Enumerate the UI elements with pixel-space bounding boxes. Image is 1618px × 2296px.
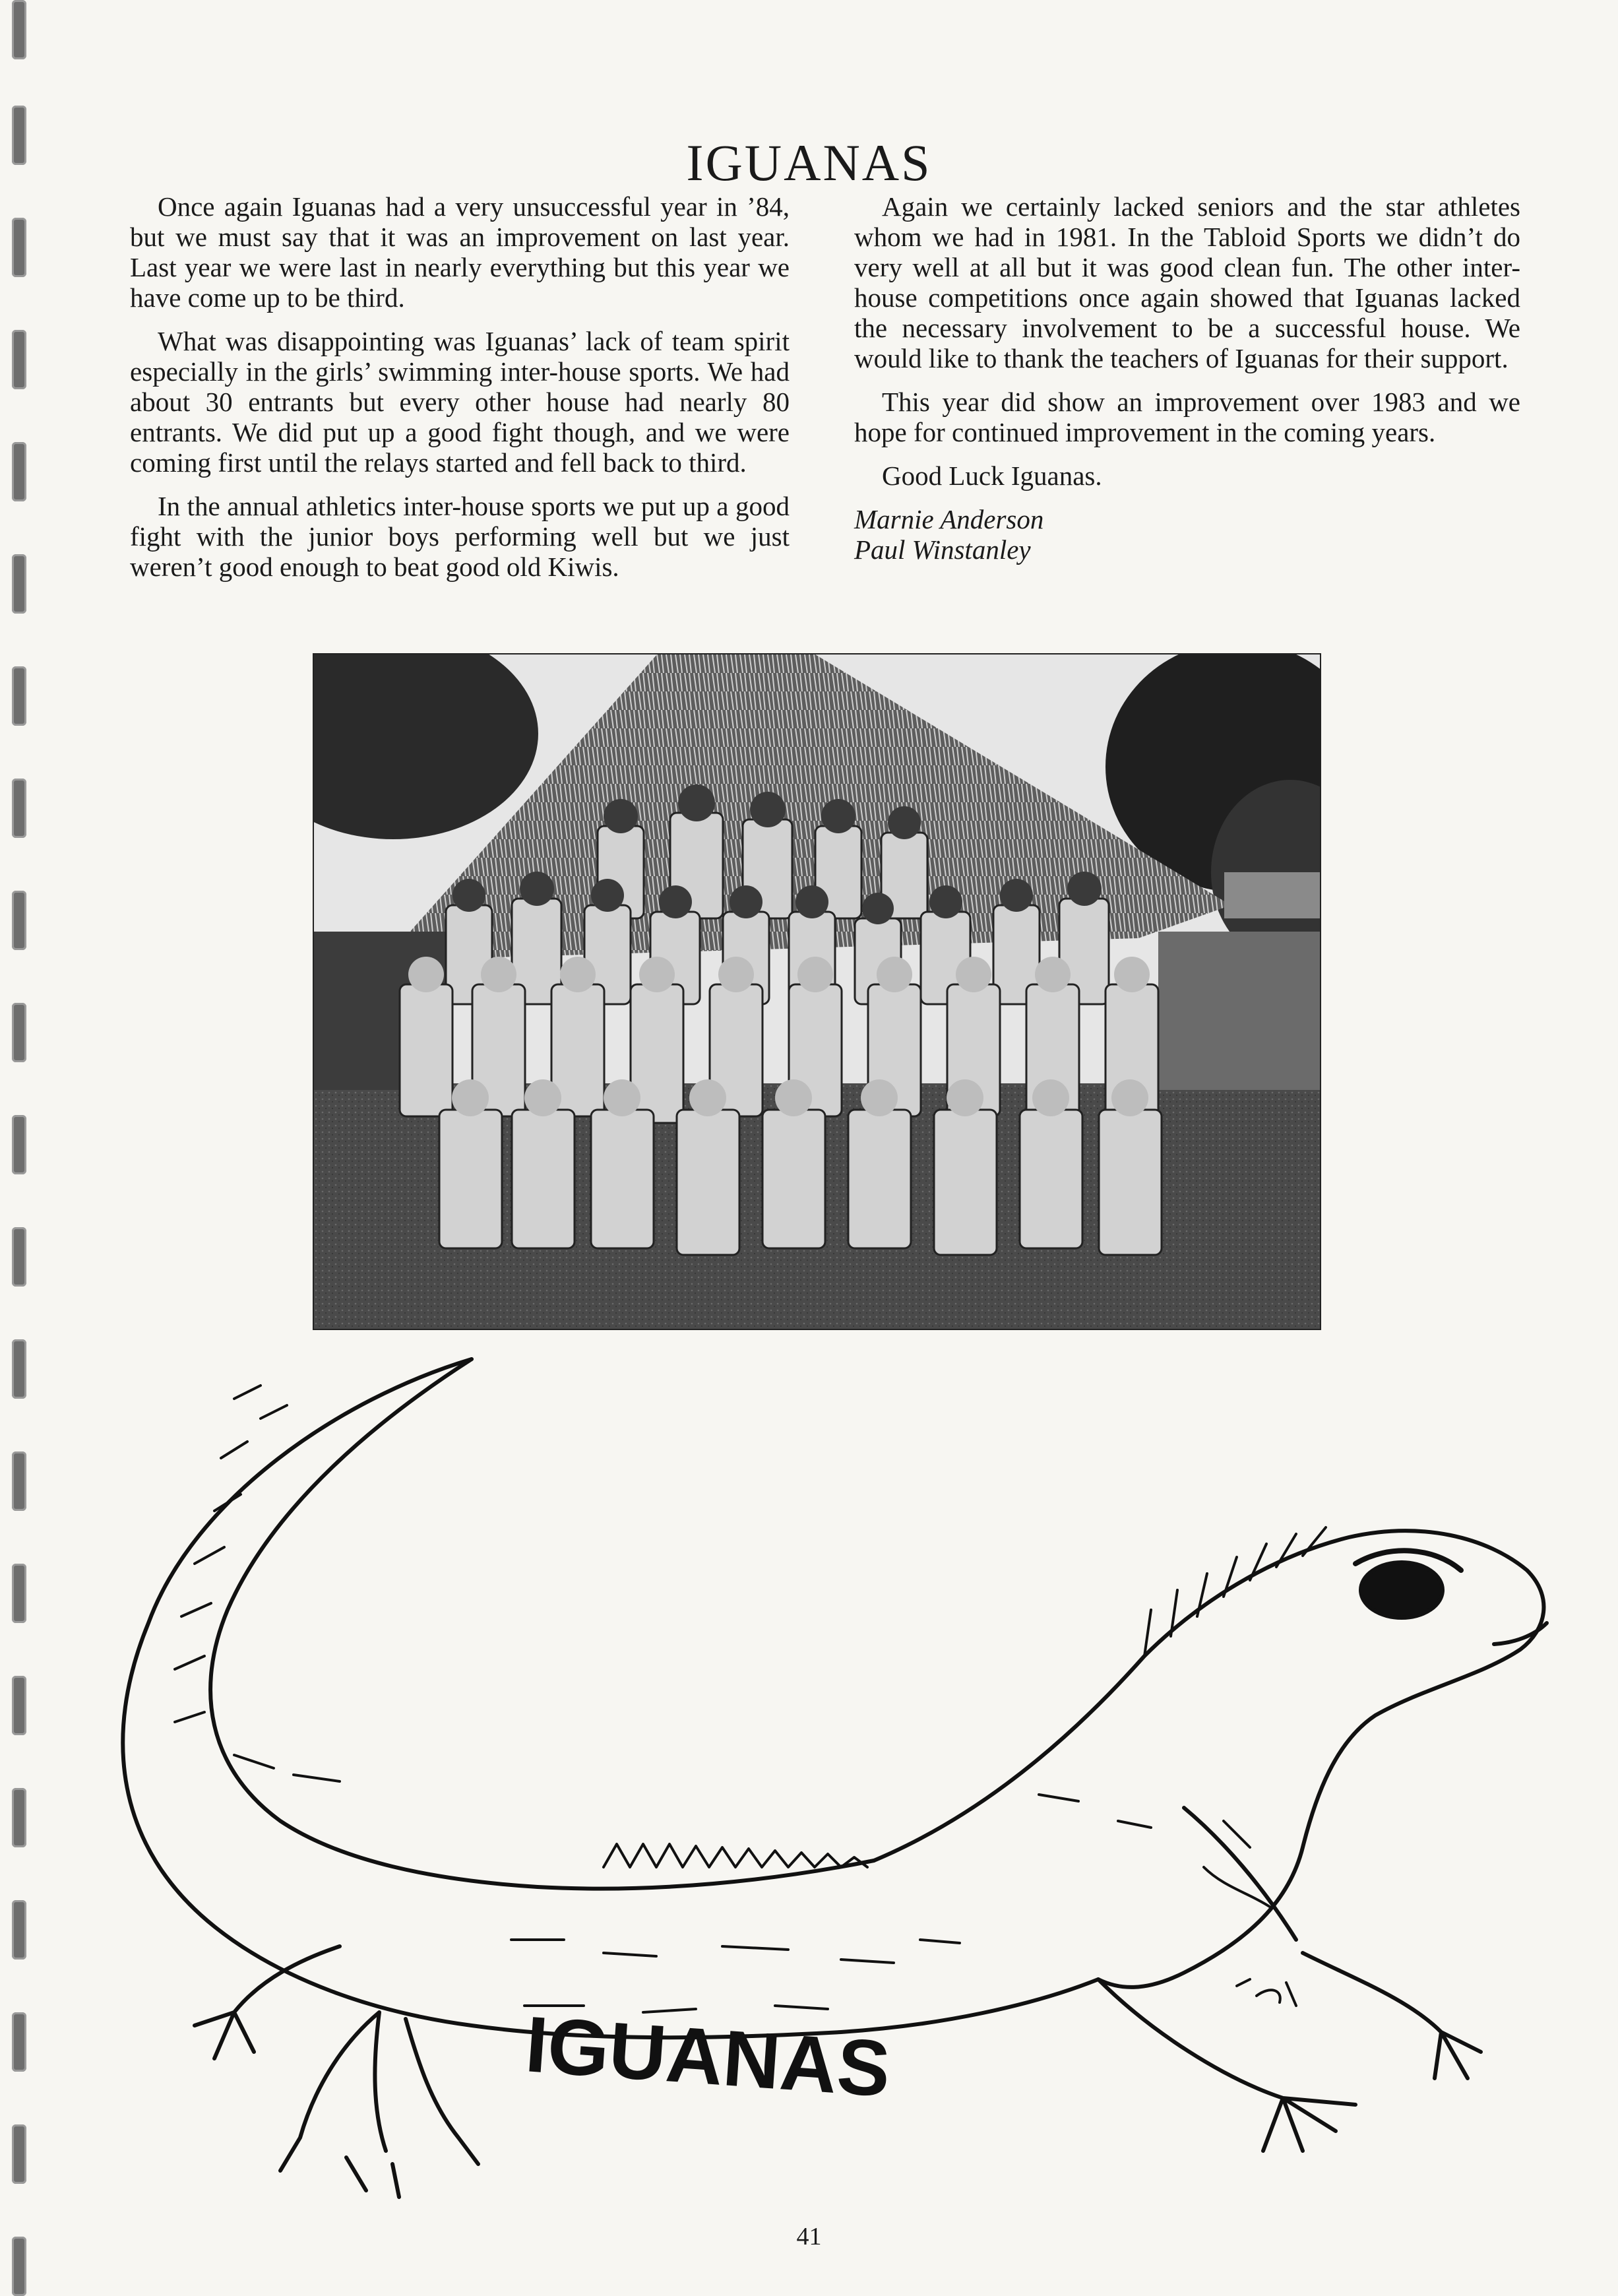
paragraph: This year did show an improvement over 1983 and we hope for continued improvement in the coming years.: [854, 387, 1520, 447]
binding-hole: [12, 2012, 26, 2072]
binding-hole: [12, 1564, 26, 1623]
author-signatures: [854, 504, 1520, 565]
paragraph: Again we certainly lacked seniors and the star athletes whom we had in 1981. In the Tabloid Sports we didn’t do very well at all but it was good clean fun. The other inter-house competitions once again showed that Iguanas lacked the necessary involvement to be a successful house. We would like to thank the teachers of Iguanas for their support.: [854, 191, 1520, 373]
group-photo: [313, 653, 1321, 1330]
binding-hole: [12, 1339, 26, 1399]
iguana-drawing: [63, 1346, 1580, 2210]
iguana-lettering: IGUANAS: [522, 2000, 893, 2114]
binding-hole: [12, 1788, 26, 1847]
left-column: [130, 191, 790, 595]
paragraph: Good Luck Iguanas.: [882, 461, 1102, 491]
binding-hole: [12, 666, 26, 726]
binding-hole: [12, 891, 26, 950]
paragraph: In the annual athletics inter-house sports we put up a good fight with the junior boys performing well but we just weren’t good enough to beat good old Kiwis.: [130, 491, 790, 582]
paragraph: Once again Iguanas had a very unsuccessful year in ’84, but we must say that it was an improvement on last year. Last year we were last in nearly everything but this year we have come up to be third.: [130, 191, 790, 313]
page-title: IGUANAS: [686, 134, 932, 192]
iguana-sketch: [63, 1346, 1580, 2210]
binding-hole: [12, 0, 26, 59]
binding-hole: [12, 1003, 26, 1062]
binding-hole: [12, 218, 26, 277]
binding-hole: [12, 1900, 26, 1960]
author-name: Paul Winstanley: [854, 534, 1031, 565]
binding-hole: [12, 2124, 26, 2184]
binding-hole: [12, 1227, 26, 1287]
spiral-binding: [0, 0, 40, 2289]
binding-hole: [12, 330, 26, 389]
right-column: [854, 191, 1520, 565]
binding-hole: [12, 779, 26, 838]
group-photo-image: [314, 654, 1320, 1329]
author-name: Marnie Anderson: [854, 504, 1044, 534]
binding-hole: [12, 442, 26, 501]
binding-hole: [12, 554, 26, 614]
paragraph: What was disappointing was Iguanas’ lack of team spirit especially in the girls’ swimming inter-house sports. We had about 30 entrants but every other house had nearly 80 entrants. We did put up a good fight though, and we were coming first until the relays started and fell back to third.: [130, 326, 790, 478]
binding-hole: [12, 1451, 26, 1511]
page-number: 41: [796, 2223, 822, 2250]
binding-hole: [12, 1115, 26, 1174]
binding-hole: [12, 1676, 26, 1735]
